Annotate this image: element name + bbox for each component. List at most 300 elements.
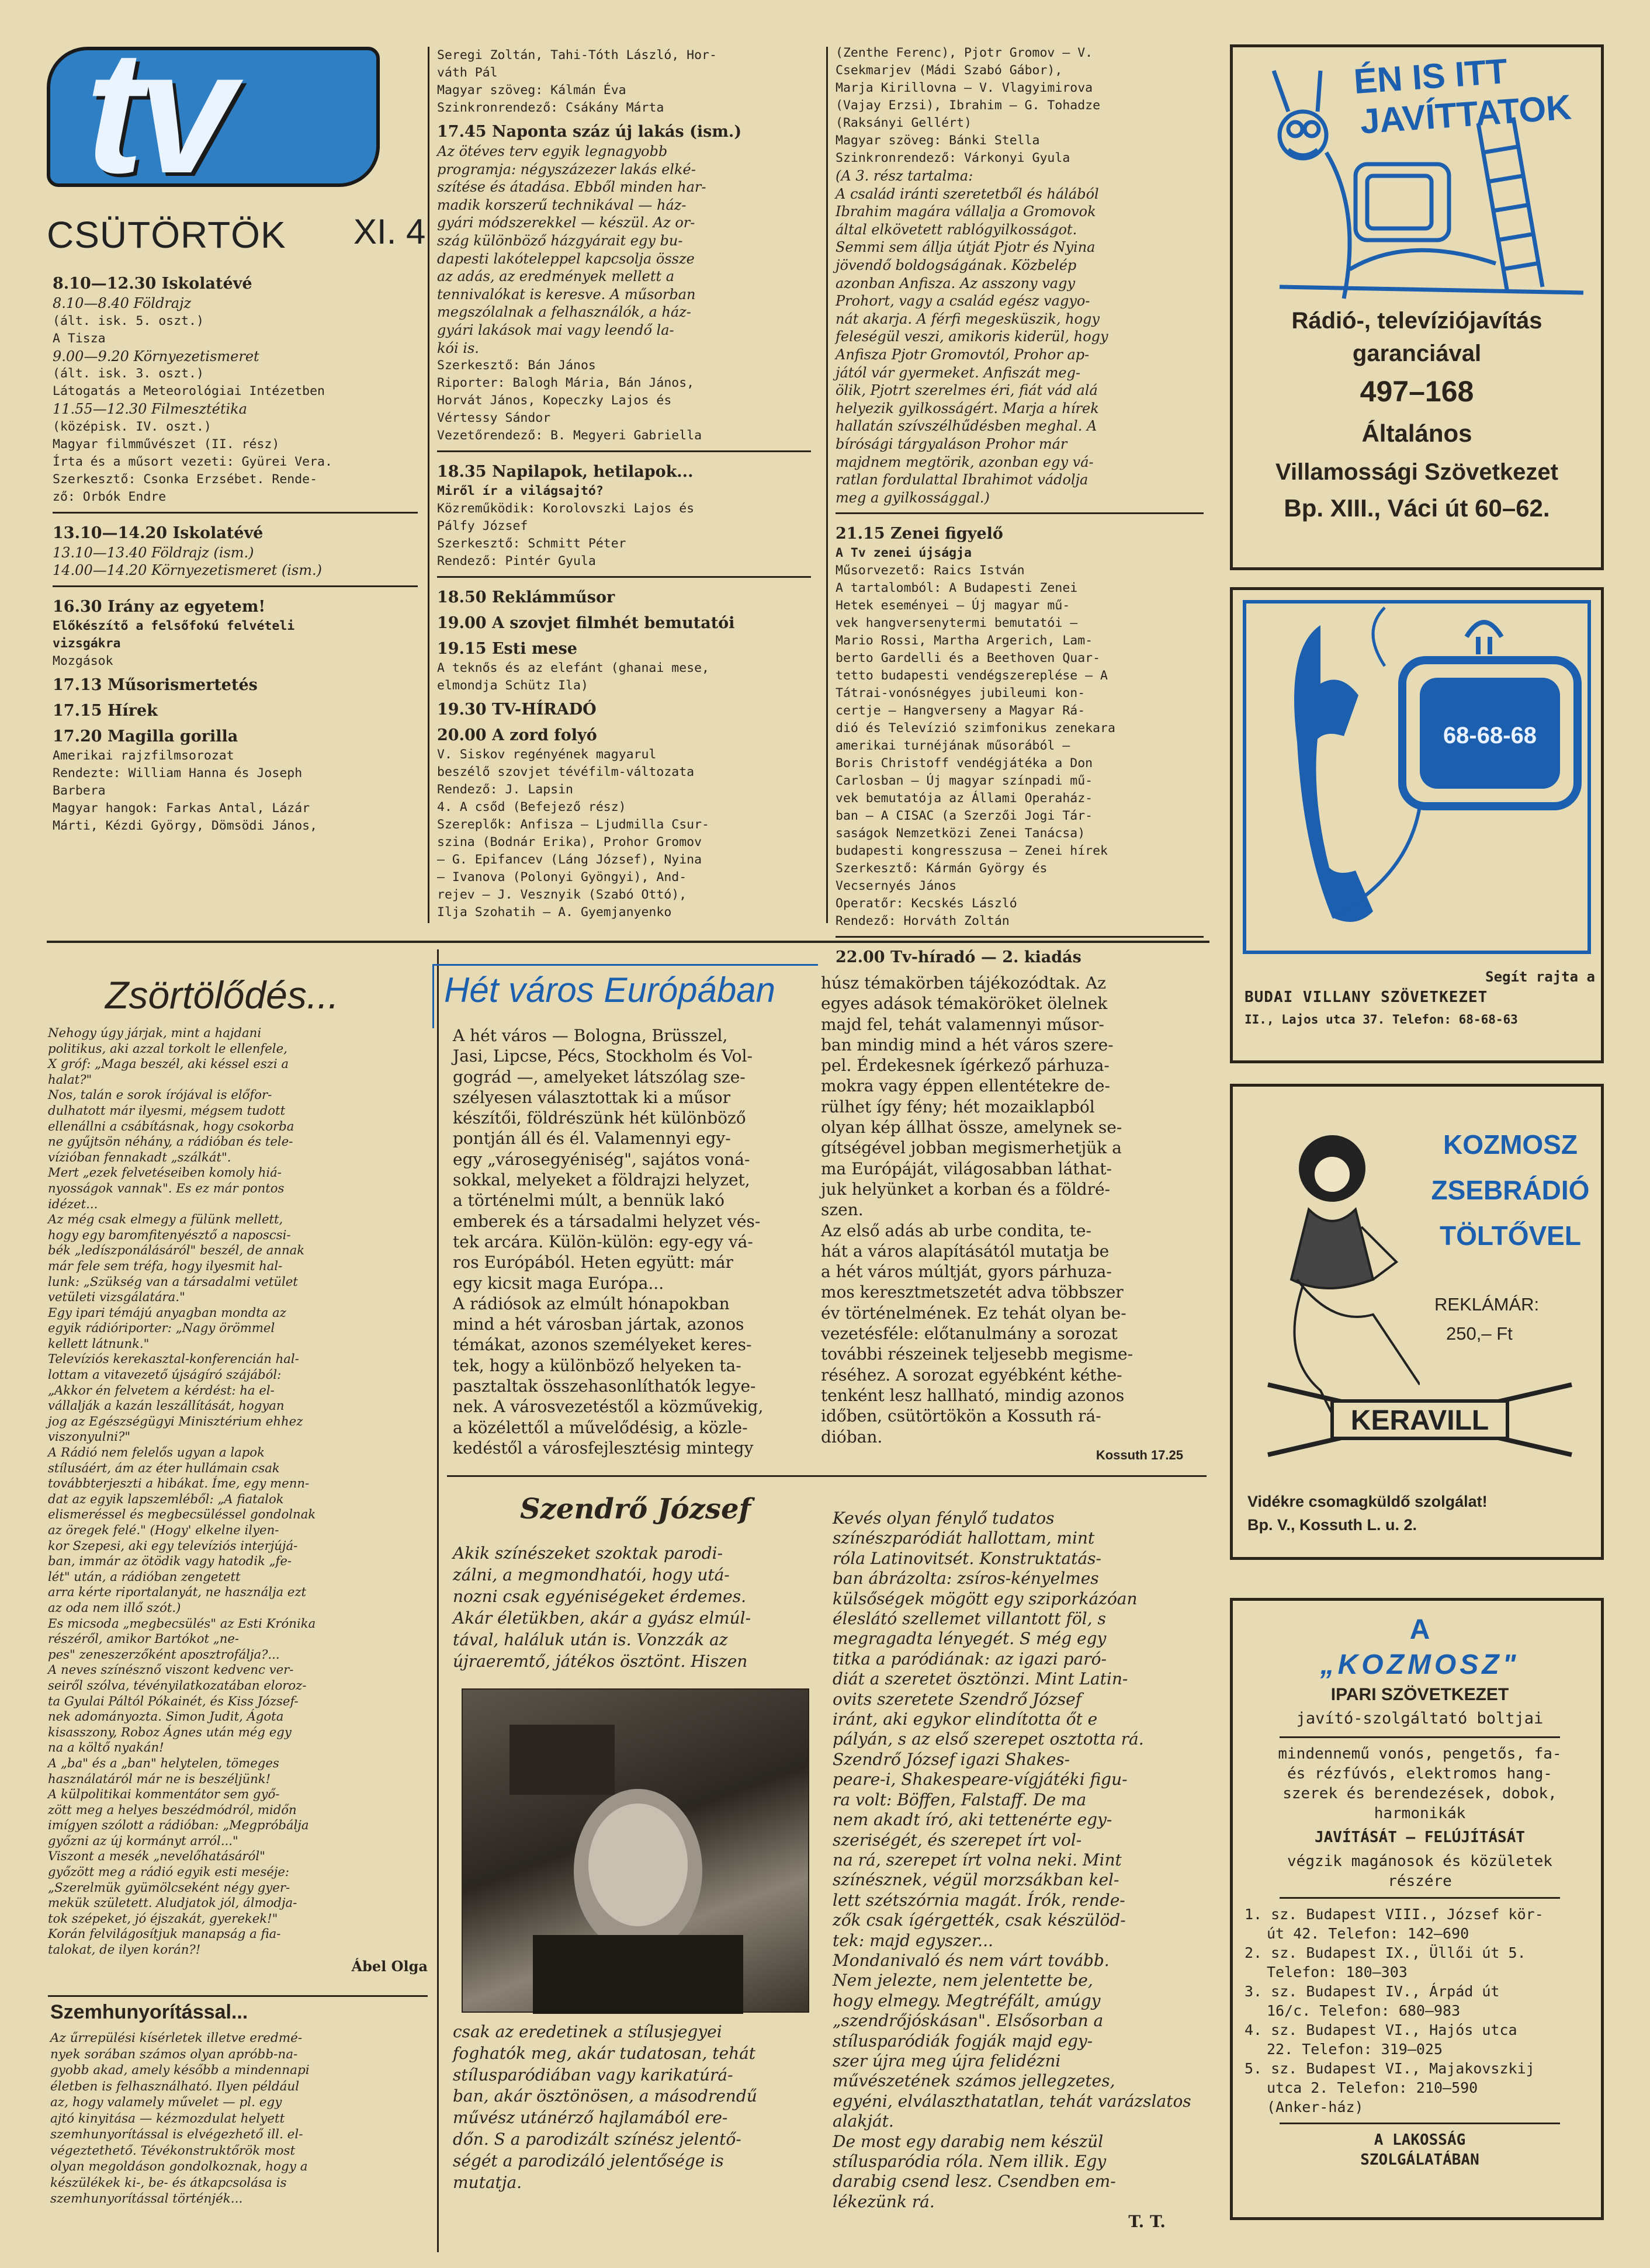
program-detail: (Raksányi Gellért): [836, 116, 972, 130]
text-line: pályán, s az első szerepet osztotta rá.: [833, 1729, 1144, 1749]
repairman-slogan-2: JAVÍTTATOK: [1358, 87, 1573, 141]
text-line: nem akadt író, aki tettenérte egy-: [833, 1810, 1112, 1830]
program-detail: Ilja Szohatih — A. Gyemjanyenko: [437, 905, 672, 920]
program-detail: Rendező: J. Lapsin: [437, 782, 573, 797]
szendro-portrait: [462, 1688, 809, 2013]
text-line: stílusáért, ám az éter hullámain csak: [48, 1460, 280, 1475]
het-varos-column-1: [453, 1025, 818, 1458]
text-line: kisasszony, Roboz Ágnes után még egy: [48, 1724, 292, 1739]
ad-line: szerek és berendezések, dobok,: [1282, 1785, 1557, 1802]
text-line: használatáról már ne is beszéljünk!: [48, 1771, 271, 1786]
shop-address: Telefon: 180—303: [1267, 1964, 1408, 1981]
program-detail: Vértessy Sándor: [437, 411, 551, 426]
text-line: dat az egyik lapszemléből: „A fiatalok: [48, 1491, 284, 1506]
program-heading: 8.10—12.30 Iskolatévé: [53, 275, 252, 293]
text-line: külsőségek mögött egy sziporkázóan: [833, 1589, 1138, 1608]
ad-line: Bp. XIII., Váci út 60–62.: [1284, 494, 1550, 522]
tv-date: XI. 4: [353, 212, 426, 251]
text-line: A Rádió nem felelős ugyan a lapok: [48, 1445, 265, 1460]
program-detail: Magyar szöveg: Bánki Stella: [836, 133, 1040, 148]
program-note: 14.00—14.20 Környezetismeret (ism.): [53, 562, 322, 579]
text-line: A hét város — Bologna, Brüsszel,: [453, 1026, 728, 1045]
repairman-slogan: ÉN IS ITT: [1352, 51, 1509, 102]
text-line: szer újra meg újra felidézni: [833, 2051, 1061, 2071]
het-rule-left: [432, 964, 434, 1028]
program-note: ratlan fordulattal Ibrahimot vádolja: [836, 471, 1089, 488]
text-line: De most egy darabig nem készül: [833, 2131, 1104, 2151]
ad-line: Rádió-, televíziójavítás: [1291, 308, 1542, 334]
text-line: tek arcára. Külön-külön: egy-egy vá-: [453, 1232, 753, 1251]
program-heading: 19.00 A szovjet filmhét bemutatói: [437, 614, 735, 633]
text-line: ta Gyulai Páltól Pókainét, és Kiss József-: [48, 1693, 299, 1708]
program-detail: (ált. isk. 5. oszt.): [53, 313, 204, 328]
program-note: szítése és átadása. Ebből minden har-: [437, 179, 706, 196]
program-note: majdnem megtörik, azonban egy vá-: [836, 453, 1094, 470]
program-detail: Rendezte: William Hanna és Joseph: [53, 765, 303, 781]
program-note: 9.00—9.20 Környezetismeret: [53, 348, 259, 365]
text-line: dőn. S a parodizált színész jelentő-: [453, 2129, 741, 2149]
program-detail: saságok Nemzetközi Zenei Tanácsa): [836, 826, 1086, 841]
kozmosz-cooperative-ad: [1230, 1598, 1604, 2220]
ad-line: Segít rajta a: [1485, 969, 1595, 985]
program-note: 13.10—13.40 Földrajz (ism.): [53, 544, 254, 561]
program-heading: 22.00 Tv-híradó — 2. kiadás: [836, 948, 1081, 967]
text-line: réséhez. A sorozat egyébként kéthe-: [821, 1365, 1122, 1385]
text-line: szeriségét, és szerepet írt vol-: [833, 1830, 1082, 1850]
text-line: Nem jelezte, nem jelentette be,: [833, 1971, 1093, 1990]
text-line: év történelmének. Ez tehát olyan be-: [821, 1303, 1126, 1323]
program-note: ölik, Pjotrt szerelmes éri, fiát vád alá: [836, 382, 1098, 399]
text-line: az öregek felé." (Hogy' elkelne ilyen-: [48, 1523, 279, 1537]
program-detail: dió és Televízió szimfonikus zenekara: [836, 721, 1115, 736]
text-line: hogy elmegy. Megtréfált, amúgy: [833, 1990, 1101, 2010]
text-line: politikus, aki azzal torkolt le ellenfele,: [48, 1041, 287, 1056]
program-detail: Műsorvezető: Raics István: [836, 563, 1025, 578]
text-line: kor Szepesi, aki egy televíziós interjújá-: [48, 1538, 298, 1553]
program-detail: — Ivanova (Polonyi Gyöngyi), And-: [437, 870, 687, 885]
text-line: A neves színésznő viszont kedvenc ver-: [48, 1662, 294, 1677]
column-rule: [437, 949, 439, 2252]
text-line: zálni, a megmondhatói, hogy utá-: [453, 1565, 730, 1584]
text-line: egyéni, elválaszthatatlan, tehát varázslatos: [833, 2091, 1191, 2111]
text-line: iránt, aki egykor elindította őt e: [833, 1709, 1098, 1729]
program-detail: Rendező: Pintér Gyula: [437, 554, 596, 569]
program-detail: (középisk. IV. oszt.): [53, 419, 212, 434]
zs-title: Zsörtölődés...: [105, 973, 339, 1017]
text-line: tenként lesz hallható, mindig azonos: [821, 1385, 1125, 1405]
ad-line: Általános: [1361, 419, 1472, 447]
program-detail: berto Gardelli és a Beethoven Quar-: [836, 651, 1101, 666]
text-line: újraeremtő, játékos ösztönt. Hiszen: [453, 1652, 748, 1671]
text-line: A rádiósok az elmúlt hónapokban: [453, 1293, 730, 1313]
program-detail: ző: Orbók Endre: [53, 489, 167, 504]
radio-repair-text: [1233, 304, 1601, 526]
text-line: nek. A városvezetéstől a közművekig,: [453, 1397, 764, 1417]
text-line: majd fel, tehát valamennyi műsor-: [821, 1014, 1104, 1034]
program-detail: Hetek eseményei — Új magyar mű-: [836, 598, 1070, 613]
text-line: stílusparódiák fogják majd egy-: [833, 2031, 1093, 2051]
text-line: viszonyulni?": [48, 1429, 131, 1444]
text-line: megragadta lényegét. S még egy: [833, 1629, 1107, 1649]
ad-line: II., Lajos utca 37. Telefon: 68-68-63: [1245, 1012, 1518, 1027]
program-note: az adás, az eredmények mellett a: [437, 268, 675, 285]
telephone-tv-illustration: [1233, 590, 1601, 964]
text-line: Az űrrepülési kísérletek illetve eredmé-: [50, 2031, 303, 2045]
text-line: „Szerelmük gyümölcseként négy gyer-: [48, 1879, 290, 1895]
program-detail: V. Siskov regényének magyarul: [437, 747, 657, 762]
program-detail: vek hangversenytermi bemutatói —: [836, 616, 1078, 631]
text-line: húsz témakörben tájékozódtak. Az: [821, 973, 1107, 993]
text-line: foghatók meg, akár tudatosan, tehát: [453, 2043, 756, 2063]
szendro-right-column: [833, 1508, 1201, 2232]
program-note: Semmi sem állja útját Pjotr és Nyina: [836, 239, 1096, 256]
zsortolodes-article: [48, 1025, 428, 1975]
text-line: lunk: „Szükség van a társadalmi vetület: [48, 1274, 298, 1289]
program-detail: A Tisza: [53, 331, 106, 346]
separator-rule: [437, 450, 811, 452]
program-detail: Magyar hangok: Farkas Antal, Lázár: [53, 800, 310, 816]
program-detail: Boris Christoff vendégjátéka a Don: [836, 756, 1093, 771]
text-line: Nos, talán e sorok írójával is előfor-: [48, 1087, 272, 1102]
program-detail: Mozgások: [53, 653, 113, 668]
ad-footer: A LAKOSSÁG: [1374, 2131, 1466, 2149]
text-line: kedéstől a városfejlesztésig mintegy: [453, 1438, 754, 1458]
shop-address: 16/c. Telefon: 680—983: [1267, 2002, 1461, 2019]
text-line: jog az Egészségügyi Minisztérium ehhez: [48, 1413, 303, 1428]
section-rule: [47, 941, 1209, 943]
text-line: tok szépeket, jó éjszakát, gyerekek!": [48, 1910, 278, 1926]
program-detail: Vezetőrendező: B. Megyeri Gabriella: [437, 428, 702, 443]
text-line: csak az eredetinek a stílusjegyei: [453, 2022, 722, 2041]
signature: T. T.: [1128, 2212, 1166, 2232]
text-line: peare-i, Shakespeare-vígjátéki figu-: [833, 1770, 1128, 1790]
text-line: zők csak ígérgették, csak készülöd-: [833, 1910, 1126, 1930]
program-note: által elkövetett rablógyilkosságot.: [836, 221, 1077, 238]
program-note: (A 3. rész tartalma:: [836, 168, 973, 184]
program-note: megszólalnak a felhasználók, a ház-: [437, 304, 691, 321]
program-note: szág különböző házgyárait egy bu-: [437, 232, 683, 249]
program-note: nát akarja. A férfi megesküszik, hogy: [836, 310, 1100, 327]
program-note: azonban Anfisza. Az asszony vagy: [836, 275, 1076, 292]
program-heading: 16.30 Irány az egyetem!: [53, 597, 266, 616]
program-note: hallatán szívszélhűdésben meghal. A: [836, 418, 1097, 435]
text-line: lékezünk rá.: [833, 2191, 935, 2211]
program-detail: budapesti kongresszusa — Zenei hírek: [836, 844, 1108, 859]
kozmosz-radio-footer: [1247, 1490, 1598, 1537]
szendro-continuation: [453, 2021, 821, 2193]
text-line: kellett látnunk.": [48, 1336, 150, 1351]
text-line: mekük született. Aludjatok jól, álmodja-: [48, 1895, 297, 1910]
text-line: lét" után, a rádióban zengetett: [48, 1569, 241, 1584]
text-line: dióban.: [821, 1427, 883, 1447]
text-line: tek, hogy a különböző helyeken ta-: [453, 1355, 741, 1375]
text-line: hát a város alapításától mutatja be: [821, 1241, 1110, 1261]
shop-address: 2. sz. Budapest IX., Üllői út 5.: [1245, 1944, 1526, 1961]
text-line: Es micsoda „megbecsülés" az Esti Krónika: [48, 1615, 316, 1631]
program-detail: Szinkronrendező: Csákány Márta: [437, 100, 664, 115]
program-subtitle: Miről ír a világsajtó?: [437, 484, 604, 499]
text-line: Egy ipari témájú anyagban mondta az: [48, 1305, 286, 1320]
program-detail: Szerkesztő: Kármán György és: [836, 861, 1048, 876]
text-line: darabig csend lesz. Csendben em-: [833, 2172, 1116, 2191]
text-line: nek adományozta. Simon Judit, Ágota: [48, 1709, 284, 1724]
text-line: tával, haláluk után is. Vonzzák az: [453, 1630, 728, 1649]
text-line: tek: majd egyszer...: [833, 1930, 993, 1950]
text-line: titka a paródiának: az igazi paró-: [833, 1649, 1107, 1669]
program-detail: Szerkesztő: Schmitt Péter: [437, 536, 626, 552]
tv-logo-text: tv: [85, 13, 230, 210]
text-line: talokat, de ilyen korán?!: [48, 1942, 201, 1957]
text-line: ajtó kinyitása — kézmozdulat helyett: [50, 2111, 285, 2126]
separator-rule: [836, 512, 1204, 514]
text-line: mutatja.: [453, 2172, 522, 2192]
program-detail: 4. A csőd (Befejező rész): [437, 800, 626, 815]
program-detail: Barbera: [53, 783, 106, 798]
text-line: pes" zeneszerzőként aposztrofálja?...: [48, 1646, 280, 1662]
text-line: ne gyűjtsön néhány, a rádióban és tele-: [48, 1134, 293, 1149]
text-line: vezetésféle: előtanulmány a sorozat: [821, 1324, 1118, 1344]
text-line: ovits szeretete Szendrő József: [833, 1689, 1082, 1709]
text-line: ban mindig mind a hét város szere-: [821, 1035, 1114, 1055]
text-line: Kevés olyan fénylő tudatos: [833, 1508, 1055, 1528]
program-note: Ibrahim magára vállalja a Gromovok: [836, 203, 1096, 220]
text-line: róla Latinovitsét. Konstruktatás-: [833, 1548, 1101, 1568]
program-detail: Írta és a műsort vezeti: Gyürei Vera.: [53, 454, 332, 469]
text-line: lottam a vitavezető újságíró szájából:: [48, 1367, 282, 1382]
text-line: stílusparódia róla. Nem illik. Egy: [833, 2152, 1107, 2171]
kozmosz-cooperative-text: [1245, 1612, 1595, 2170]
program-note: tennivalókat is keresve. A műsorban: [437, 286, 696, 303]
text-line: egyik rádióriporter: „Nagy örömmel: [48, 1320, 275, 1336]
text-line: na a költő nyakán!: [48, 1740, 164, 1755]
text-line: már fele sem tréfa, hogy ilyesmit hal-: [48, 1258, 283, 1273]
ad-line: garanciával: [1352, 341, 1482, 366]
ad-line: harmonikák: [1374, 1805, 1466, 1822]
ad-line: BUDAI VILLANY SZÖVETKEZET: [1245, 989, 1488, 1006]
program-note: jától vár gyermeket. Anfiszát meg-: [836, 364, 1081, 381]
shop-address: utca 2. Telefon: 210—590: [1267, 2079, 1478, 2096]
program-heading: 19.15 Esti mese: [437, 640, 577, 658]
tv-column-1: [53, 269, 418, 835]
szendro-title: Szendrő József: [520, 1493, 751, 1525]
program-subtitle: Előkészítő a felsőfokú felvételi: [53, 618, 295, 633]
text-line: győzni az új kormányt arról...": [48, 1833, 238, 1848]
program-detail: Pálfy József: [437, 519, 528, 534]
shop-address: (Anker-ház): [1267, 2099, 1364, 2116]
author-name: Ábel Olga: [351, 1957, 428, 1975]
kozmosz-radio-ad: [1230, 1084, 1604, 1560]
program-detail: Szerkesztő: Csonka Erzsébet. Rende-: [53, 471, 318, 487]
program-heading: 18.50 Reklámműsor: [437, 588, 615, 607]
text-line: témákat, azonos személyeket keres-: [453, 1335, 752, 1355]
program-detail: Operatőr: Kecskés László: [836, 896, 1017, 911]
program-detail: ban — A CISAC (a Szerzői Jogi Tár-: [836, 809, 1093, 824]
text-line: bék „ledíszponálásáról" beszél, de annak: [48, 1243, 305, 1258]
program-heading: 17.15 Hírek: [53, 701, 158, 720]
text-line: további részeinek teljesebb megisme-: [821, 1344, 1133, 1364]
text-line: arra kérte riportalanyát, ne használja ezt: [48, 1584, 307, 1600]
ad-headline: KOZMOSZ: [1443, 1129, 1578, 1160]
program-detail: Marja Kirillovna — V. Vlagyimirova: [836, 81, 1093, 95]
text-line: ban, immár az ötödik vagy hatodik „fe-: [48, 1553, 292, 1569]
section-rule: [48, 1995, 428, 1997]
text-line: gyobb akad, amely később a mindennapi: [50, 2063, 310, 2078]
shop-address: út 42. Telefon: 142—690: [1267, 1925, 1469, 1942]
tv-day: CSÜTÖRTÖK: [47, 214, 286, 256]
text-line: ellenállni a csábításnak, hogy csokorba: [48, 1118, 294, 1133]
ad-headline: TÖLTŐVEL: [1440, 1220, 1581, 1251]
text-line: szemhunyorítással is elvégezhető ill. el-: [50, 2127, 303, 2142]
text-line: pasztaltak összehasonlíthatók legye-: [453, 1376, 756, 1396]
text-line: végeztethető. Tévékonstruktőrök most: [50, 2143, 296, 2158]
text-line: alakját.: [833, 2111, 894, 2131]
text-line: „szendrőjóskásan". Elsősorban a: [833, 2011, 1104, 2031]
text-line: lett szétszórnia magát. Írók, rende-: [833, 1890, 1125, 1910]
text-line: vállalják a kazán leszállítását, hogyan: [48, 1398, 285, 1413]
separator-rule: [437, 576, 811, 578]
text-line: egy „városegyéniség", sajátos voná-: [453, 1149, 750, 1169]
text-line: X gróf: „Maga beszél, aki késsel eszi a: [48, 1056, 289, 1071]
ad-rule: [1280, 2123, 1560, 2124]
text-line: a közélettől a művelődésig, a közle-: [453, 1417, 748, 1437]
program-detail: Márti, Kézdi György, Dömsödi János,: [53, 818, 318, 833]
text-line: szen.: [821, 1200, 864, 1220]
text-line: vetületi vizsgálatára.": [48, 1289, 185, 1305]
text-line: halat?": [48, 1071, 92, 1087]
program-detail: Csekmarjev (Mádi Szabó Gábor),: [836, 63, 1063, 78]
section-rule: [447, 1475, 1207, 1477]
text-line: Szendrő József igazi Shakes-: [833, 1749, 1070, 1769]
program-detail: Rendező: Horváth Zoltán: [836, 914, 1010, 929]
price-value: 250,– Ft: [1446, 1323, 1513, 1344]
het-rule-top: [432, 964, 818, 966]
text-line: dulhatott már ilyesmi, mégsem tudott: [48, 1102, 286, 1118]
text-line: A külpolitikai kommentátor sem győ-: [48, 1787, 280, 1802]
text-line: gográd —, amelyeket látszólag sze-: [453, 1067, 746, 1087]
text-line: Akár életükben, akár a gyász elmúl-: [453, 1608, 751, 1628]
separator-rule: [53, 585, 418, 587]
keravill-brand: KERAVILL: [1350, 1405, 1489, 1436]
ad-line: Bp. V., Kossuth L. u. 2.: [1247, 1516, 1417, 1534]
text-line: szélyesen választottak ki a műsor: [453, 1087, 730, 1107]
program-note: kói is.: [437, 339, 479, 356]
program-detail: Amerikai rajzfilmsorozat: [53, 748, 234, 763]
ad-repair: JAVÍTÁSÁT — FELÚJÍTÁSÁT: [1314, 1829, 1526, 1846]
text-line: ros Európából. Heten együtt: már: [453, 1253, 733, 1272]
text-line: mind a hét városban jártak, azonos: [453, 1315, 744, 1334]
program-detail: tetto budapesti vendégszereplése — A: [836, 668, 1108, 684]
text-line: készítői, földrészünk hét különböző: [453, 1108, 746, 1128]
program-detail: szina (Bodnár Erika), Prohor Gromov: [437, 835, 702, 850]
het-title: Hét város Európában: [444, 970, 776, 1010]
program-note: dapesti lakóteleppel kapcsolja össze: [437, 250, 695, 267]
text-line: Az első adás ab urbe condita, te-: [821, 1220, 1091, 1240]
program-detail: Mario Rossi, Martha Argerich, Lam-: [836, 633, 1093, 649]
kozmosz-radio-headline: [1423, 1122, 1598, 1258]
program-detail: Látogatás a Meteorológiai Intézetben: [53, 384, 325, 399]
text-line: olyan megoldáson gondolkoznak, hogy a: [50, 2159, 308, 2174]
program-note: A család iránti szeretetből és hálából: [836, 185, 1099, 202]
ad-line: Vidékre csomagküldő szolgálat!: [1247, 1493, 1488, 1510]
program-heading: 19.30 TV-HÍRADÓ: [437, 700, 597, 719]
program-note: meg a gyilkossággal.): [836, 489, 990, 506]
szh-title: Szemhunyorítással...: [50, 2001, 248, 2023]
program-detail: Szerkesztő: Bán János: [437, 358, 596, 373]
program-note: Prohort, vagy a család egész vagyo-: [836, 293, 1090, 310]
program-note: programja: négyszázezer lakás elké-: [437, 161, 696, 178]
program-detail: Vecsernyés János: [836, 879, 957, 894]
ad-line: 497–168: [1360, 375, 1474, 408]
source-label: Kossuth 17.25: [1096, 1447, 1183, 1462]
text-line: na rá, szerepet írt volna neki. Mint: [833, 1850, 1122, 1870]
program-heading: 21.15 Zenei figyelő: [836, 525, 1003, 543]
ad-sub: IPARI SZÖVETKEZET: [1330, 1685, 1509, 1704]
text-line: éleslátó szellemet villantott föl, s: [833, 1609, 1106, 1629]
program-detail: (Vajay Erzsi), Ibrahim — G. Tohadze: [836, 98, 1101, 113]
text-line: ségét a parodizáló jelentősége is: [453, 2151, 724, 2170]
text-line: az oda nem illő szót.): [48, 1600, 181, 1615]
price-label: REKLÁMÁR:: [1434, 1294, 1540, 1315]
program-detail: vek bemutatója az Állami Operaház-: [836, 791, 1093, 806]
program-detail: Magyar szöveg: Kálmán Éva: [437, 83, 626, 98]
text-line: hogy egy baromfitenyésztő a naposcsi-: [48, 1227, 291, 1242]
separator-rule: [836, 936, 1204, 938]
text-line: időben, csütörtökön a Kossuth rá-: [821, 1406, 1101, 1426]
program-detail: Riporter: Balogh Mária, Bán János,: [437, 376, 695, 391]
text-line: Televíziós kerekasztal-konferencián hal-: [48, 1351, 299, 1367]
program-detail: Magyar filmművészet (II. rész): [53, 436, 280, 452]
program-detail: Carlosban — Új magyar színpadi mű-: [836, 774, 1093, 789]
ad-headline: ZSEBRÁDIÓ: [1431, 1175, 1590, 1205]
program-note: 8.10—8.40 Földrajz: [53, 295, 192, 311]
text-line: az, hogy valamely művelet — pl. egy: [50, 2095, 282, 2110]
program-detail: elmondja Schütz Ila): [437, 678, 588, 693]
text-line: színésznek, végül morzsákban kel-: [833, 1870, 1119, 1890]
text-line: a történelmi múlt, a bennük lakó: [453, 1191, 725, 1211]
program-note: madik korszerű technikával — ház-: [437, 196, 687, 213]
program-heading: 13.10—14.20 Iskolatévé: [53, 523, 264, 542]
text-line: részéről, amikor Bartókot „ne-: [48, 1631, 240, 1646]
text-line: ban ábrázolta: zsíros-kényelmes: [833, 1569, 1099, 1589]
text-line: idézet...: [48, 1196, 98, 1211]
text-line: színészparódiát hallottam, mint: [833, 1528, 1095, 1548]
text-line: Jasi, Lipcse, Pécs, Stockholm és Vol-: [453, 1046, 753, 1066]
ad-line: részére: [1388, 1872, 1452, 1890]
phone-number-text: 68-68-68: [1443, 723, 1537, 748]
text-line: készülékek ki-, be- és átkapcsolása is: [50, 2175, 287, 2190]
text-line: Mert „ezek felvetéseiben komoly hiá-: [48, 1165, 282, 1180]
ad-line: Villamossági Szövetkezet: [1275, 459, 1558, 485]
program-heading: 18.35 Napilapok, hetilapok...: [437, 463, 694, 481]
keravill-logo: [1245, 1379, 1595, 1461]
program-note: feleségül veszi, amikoris kiderül, hogy: [836, 328, 1108, 345]
budai-villany-text: [1245, 967, 1595, 1031]
text-line: pontján áll és él. Valamennyi egy-: [453, 1129, 731, 1149]
ad-line: mindennemű vonós, pengetős, fa-: [1278, 1745, 1562, 1763]
text-line: diát a szeretet ösztönzi. Mint Latin-: [833, 1669, 1128, 1689]
shop-address: 1. sz. Budapest VIII., József kör-: [1245, 1906, 1544, 1923]
text-line: seiről szólva, tévényilatkozatában eloroz-: [48, 1677, 307, 1693]
repairman-cartoon: [1233, 47, 1601, 310]
text-line: ma Európáját, világosabban láthat-: [821, 1159, 1112, 1178]
tv-column-3: [836, 44, 1204, 968]
text-line: sokkal, melyeket a földrajzi helyzet,: [453, 1170, 750, 1190]
program-heading: 17.45 Naponta száz új lakás (ism.): [437, 123, 742, 141]
text-line: egy kicsit maga Európa...: [453, 1273, 664, 1293]
program-detail: certje — Hangverseny a Magyar Rá-: [836, 703, 1086, 719]
program-detail: A tartalomból: A Budapesti Zenei: [836, 581, 1078, 596]
program-subtitle: vizsgákra: [53, 636, 121, 651]
